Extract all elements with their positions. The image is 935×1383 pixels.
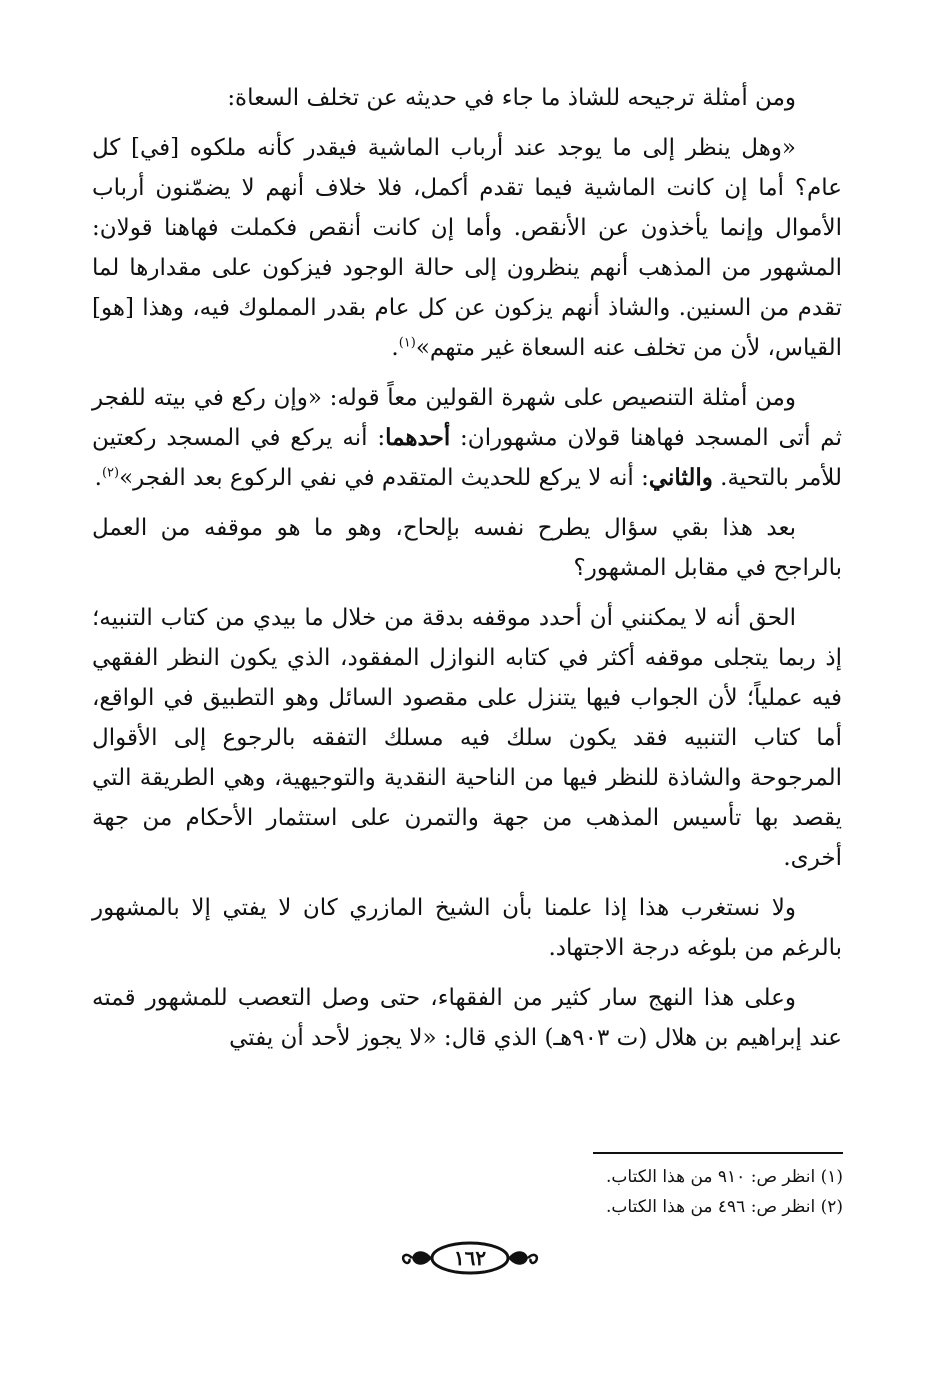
footnote-1: (١) انظر ص: ٩١٠ من هذا الكتاب. [606,1167,843,1187]
page-body [92,78,842,1068]
footnote-divider [593,1152,843,1154]
bold-term-second: والثاني [648,464,713,491]
paragraph-quote-sa3at: «وهل ينظر إلى ما يوجد عند أرباب الماشية فيقدر كأنه ملكوه [في] كل عام؟ أما إن كانت الماشية فيما تقدم أكمل، فلا خلاف أنهم لا يضمّنون أرباب الأموال وإنما يأخذون عن الأنقص. وأما إن كانت أنقص فكملت فهاهنا قولان: المشهور من المذهب أنهم ينظرون إلى حالة الوجود فيزكون على مقدارها لما تقدم من السنين. والشاذ أنهم يزكون عن كل عام بقدر المملوك فيه، وهذا [هو] القياس، لأن من تخلف عنه السعاة غير متهم»$^{(١)}$. [92,135,842,361]
bold-term-first: أحدهما [385,424,451,451]
page-number: ١٦٢ [453,1246,487,1270]
paragraph-intro: ومن أمثلة ترجيحه للشاذ ما جاء في حديثه عن تخلف السعاة: [227,85,796,111]
footnotes [93,1162,843,1222]
page-number-ornament [398,1238,542,1278]
paragraph-question: بعد هذا بقي سؤال يطرح نفسه بإلحاح، وهو ما هو موقفه من العمل بالراجح في مقابل المشهور؟ [92,515,842,581]
paragraph-two-opinions: ومن أمثلة التنصيص على شهرة القولين معاً قوله: «وإن ركع في بيته للفجر ثم أتى المسجد فهاهنا قولان مشهوران: أحدهما: أنه يركع في المسجد ركعتين للأمر بالتحية. والثاني: أنه لا يركع للحديث المتقدم في نفي الركوع بعد الفجر»$^{(٢)}$. [92,385,842,491]
footnote-ref-1[interactable]: (١) [398,335,416,351]
footnote-2: (٢) انظر ص: ٤٩٦ من هذا الكتاب. [606,1197,843,1217]
footnote-ref-2[interactable]: (٢) [101,465,120,481]
ornament-frame-icon [398,1238,542,1278]
paragraph-mazari: ولا نستغرب هذا إذا علمنا بأن الشيخ المازري كان لا يفتي إلا بالمشهور بالرغم من بلوغه درجة الاجتهاد. [92,895,842,961]
paragraph-answer: الحق أنه لا يمكنني أن أحدد موقفه بدقة من خلال ما بيدي من كتاب التنبيه؛ إذ ربما يتجلى موقفه أكثر في كتابه النوازل المفقود، الذي يكون النظر الفقهي فيه عملياً؛ لأن الجواب فيها يتنزل على مقصود السائل وهو التطبيق في الواقع، أما كتاب التنبيه فقد يكون سلك فيه مسلك التفقه بالرجوع إلى الأقوال المرجوحة والشاذة للنظر فيها من الناحية النقدية والتوجيهية، وهي الطريقة التي يقصد بها تأسيس المذهب من جهة والتمرن على استثمار الأحكام من جهة أخرى. [92,605,842,871]
paragraph-ibn-hilal: وعلى هذا النهج سار كثير من الفقهاء، حتى وصل التعصب للمشهور قمته عند إبراهيم بن هلال (ت ٩٠٣هـ) الذي قال: «لا يجوز لأحد أن يفتي [92,985,842,1051]
